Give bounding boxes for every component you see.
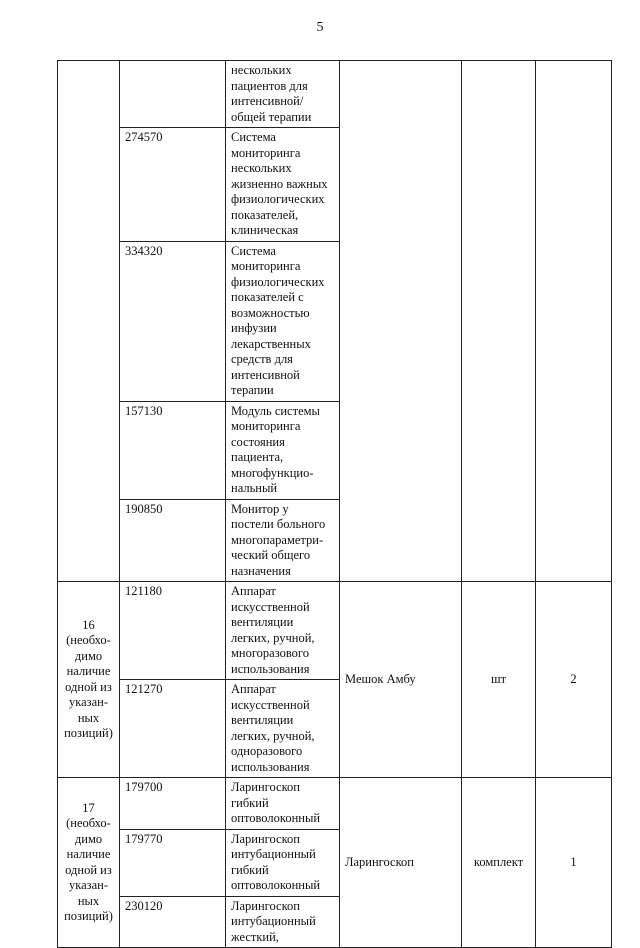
page-number: 5 bbox=[316, 20, 324, 35]
name-cell: Система мониторинга нескольких жизненно важных физиологических показателей, клиническая bbox=[226, 128, 340, 242]
position-cell: 16 (необхо- димо наличие одной из указан- ных позиций) bbox=[58, 582, 120, 778]
name-cell: нескольких пациентов для интенсивной/ общей терапии bbox=[226, 61, 340, 128]
code-cell: 157130 bbox=[120, 401, 226, 499]
unit-cell: комплект bbox=[462, 778, 536, 948]
unit-cell bbox=[462, 61, 536, 582]
code-cell: 190850 bbox=[120, 499, 226, 582]
name-cell: Аппарат искусственной вентиляции легких, ручной, одноразового использования bbox=[226, 680, 340, 778]
position-cell: 17 (необхо- димо наличие одной из указан- ных позиций) bbox=[58, 778, 120, 948]
unit-cell: шт bbox=[462, 582, 536, 778]
name-cell: Система мониторинга физиологических показателей с возможностью инфузии лекарственных средств для интенсивной терапии bbox=[226, 241, 340, 401]
position-cell bbox=[58, 61, 120, 582]
name-cell: Ларингоскоп гибкий оптоволоконный bbox=[226, 778, 340, 830]
code-cell bbox=[120, 61, 226, 128]
table-row bbox=[58, 778, 612, 830]
quantity-cell: 2 bbox=[536, 582, 612, 778]
code-cell: 334320 bbox=[120, 241, 226, 401]
table-row bbox=[58, 582, 612, 680]
item-cell: Мешок Амбу bbox=[340, 582, 462, 778]
code-cell: 179770 bbox=[120, 829, 226, 896]
name-cell: Ларингоскоп интубационный жесткий, bbox=[226, 896, 340, 948]
name-cell: Аппарат искусственной вентиляции легких, ручной, многоразового использования bbox=[226, 582, 340, 680]
code-cell: 121180 bbox=[120, 582, 226, 680]
table-row bbox=[58, 61, 612, 128]
code-cell: 179700 bbox=[120, 778, 226, 830]
code-cell: 230120 bbox=[120, 896, 226, 948]
name-cell: Ларингоскоп интубационный гибкий оптоволоконный bbox=[226, 829, 340, 896]
code-cell: 274570 bbox=[120, 128, 226, 242]
item-cell bbox=[340, 61, 462, 582]
code-cell: 121270 bbox=[120, 680, 226, 778]
quantity-cell bbox=[536, 61, 612, 582]
quantity-cell: 1 bbox=[536, 778, 612, 948]
name-cell: Монитор у постели больного многопараметри- ческий общего назначения bbox=[226, 499, 340, 582]
name-cell: Модуль системы мониторинга состояния пациента, многофункцио- нальный bbox=[226, 401, 340, 499]
item-cell: Ларингоскоп bbox=[340, 778, 462, 948]
equipment-table bbox=[57, 60, 612, 948]
